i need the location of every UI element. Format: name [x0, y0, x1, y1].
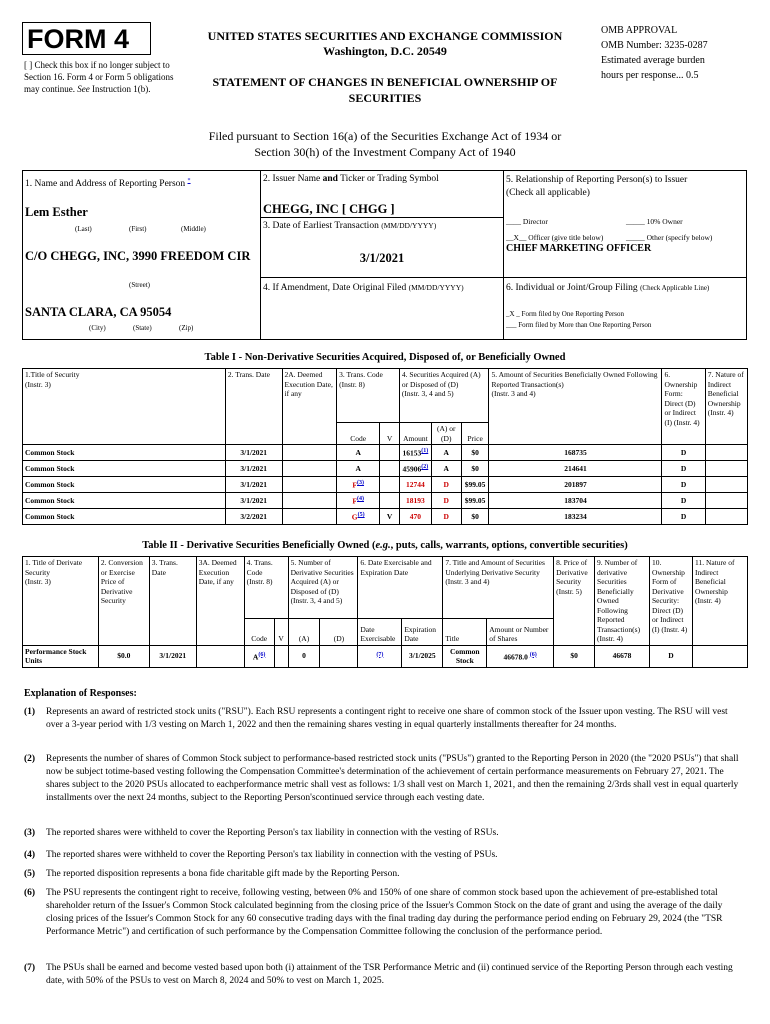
amount-value: 12744: [405, 479, 425, 489]
t2-header-9: 9. Number of derivative Securities Beneficially Owned Following Reported Transaction(s) (Instr. 4): [595, 557, 650, 646]
form-title: FORM 4: [27, 24, 130, 54]
t2-cell-nature: [692, 645, 747, 667]
t1-cell-code: [337, 493, 380, 509]
explanation-item: [24, 962, 744, 988]
t1-header-title: 1.Title of Security (Instr. 3): [23, 369, 226, 445]
table1: [22, 368, 748, 525]
footnote-number: (1): [24, 707, 36, 717]
t2-sub-title: Title: [443, 619, 487, 646]
t1-cell-code: [337, 509, 380, 525]
t1-cell-nature: [705, 509, 747, 525]
box2-label: 2. Issuer Name and Ticker or Trading Symbol: [263, 174, 439, 184]
footnote-link[interactable]: *: [187, 178, 191, 184]
t1-cell-aord: A: [431, 461, 461, 477]
t1-cell-v: [380, 461, 400, 477]
t1-cell-title: Common Stock: [23, 493, 226, 509]
t1-cell-deemed: [282, 477, 337, 493]
amount-value: 45906: [402, 464, 422, 474]
t1-cell-ownership: D: [662, 493, 705, 509]
t1-cell-date: 3/1/2021: [225, 477, 282, 493]
explanation-item: [24, 827, 744, 840]
footnote-number: (4): [24, 850, 36, 860]
t1-row: [23, 477, 748, 493]
t1-cell-price: $99.05: [461, 477, 489, 493]
footnote-text: The reported shares were withheld to cover the Reporting Person's tax liability in connection with the vesting of PSUs.: [46, 850, 498, 860]
t1-header-nature: 7. Nature of Indirect Beneficial Ownership (Instr. 4): [705, 369, 747, 445]
t2-cell-v: [274, 645, 288, 667]
state-label: (State): [133, 324, 152, 332]
t1-cell-date: 3/1/2021: [225, 493, 282, 509]
explanation-item: [24, 706, 744, 732]
footnote-number: (2): [24, 754, 36, 764]
table2-title: Table II - Derivative Securities Beneficially Owned (e.g., puts, calls, warrants, options, convertible securities): [142, 540, 628, 551]
footnote-number: (7): [24, 963, 36, 973]
street-address: C/O CHEGG, INC, 3990 FREEDOM CIR: [25, 249, 251, 263]
t1-cell-v: [380, 445, 400, 461]
zip-label: (Zip): [179, 324, 194, 332]
t1-cell-owned: 183234: [489, 509, 662, 525]
t2-cell-date: 3/1/2021: [149, 645, 196, 667]
footnote-text: The PSUs shall be earned and become vested based upon both (i) attainment of the TSR Performance Metric and (ii) continued service of the Reporting Person through each vesting date, with 50% of the PSUs to vest on March 8, 2024 and 50% to vest on March 1, 2025.: [46, 963, 733, 986]
t2-cell-price: $0: [554, 645, 595, 667]
t1-cell-price: $0: [461, 445, 489, 461]
one-person-option[interactable]: _X _ Form filed by One Reporting Person: [506, 310, 625, 318]
t2-header-4: 4. Trans. Code (Instr. 8): [244, 557, 288, 619]
t1-row: [23, 461, 748, 477]
footnote-text: Represents the number of shares of Common Stock subject to performance-based restricted stock units ("PSUs") granted to the Reporting Person in 2020 (the "2020 PSUs") that shall now be subject totime-based vesting following the Compensation Committee's determination of the achievement of certain performance measurements on February 27, 2021. The shares subject to the 2020 PSUs allocated to eachperformance metric shall vest as follows: 1/3 shall vest on March 1, 2021, and then the remaining 2/3rds shall vest in equal quarterly installments over the next 24 months, subject to the Reporting Person'scontinued service through each vesting date.: [46, 754, 739, 803]
earliest-transaction-date: 3/1/2021: [359, 251, 405, 265]
t2-cell-ownership: D: [650, 645, 693, 667]
amount-value: 16153: [402, 448, 422, 458]
filing-type-box: [503, 277, 747, 340]
explanation-item: [24, 868, 744, 881]
t2-header-10: 10. Ownership Form of Derivative Security: Direct (D) or Indirect (I) (Instr. 4): [650, 557, 693, 646]
t1-cell-amount: [399, 461, 431, 477]
officer-option[interactable]: __X__ Officer (give title below): [506, 233, 604, 242]
t1-cell-owned: 201897: [489, 477, 662, 493]
t1-cell-price: $0: [461, 461, 489, 477]
t1-cell-nature: [705, 477, 747, 493]
street-label: (Street): [129, 281, 150, 289]
t1-cell-v: [380, 493, 400, 509]
t2-cell-owned: 46678: [595, 645, 650, 667]
t1-cell-price: $0: [461, 509, 489, 525]
earliest-transaction-box: [260, 217, 504, 278]
t2-sub-v: V: [274, 619, 288, 646]
t1-sub-amount: Amount: [399, 423, 431, 445]
t2-header-11: 11. Nature of Indirect Beneficial Ownership (Instr. 4): [692, 557, 747, 646]
t1-sub-aord: (A) or (D): [431, 423, 461, 445]
t1-cell-amount: [399, 509, 431, 525]
t2-header-5: 5. Number of Derivative Securities Acquired (A) or Disposed of (D) (Instr. 3, 4 and 5): [288, 557, 358, 619]
t1-cell-nature: [705, 445, 747, 461]
amendment-box: [260, 277, 504, 340]
t2-sub-expiration: Expiration Date: [402, 619, 443, 646]
footnote-link[interactable]: (1): [421, 448, 429, 454]
checkbox-note[interactable]: [ ] Check this box if no longer subject to Section 16. Form 4 or Form 5 obligations may continue. See Instruction 1(b).: [24, 60, 174, 94]
explanation-item: [24, 887, 744, 939]
footnote-link[interactable]: (2): [421, 464, 429, 470]
t2-row: [23, 645, 748, 667]
t1-cell-ownership: D: [662, 477, 705, 493]
t2-header-3a: 3A. Deemed Execution Date, if any: [196, 557, 244, 646]
amount-value: 470: [409, 511, 421, 521]
t2-header-6: 6. Date Exercisable and Expiration Date: [358, 557, 443, 619]
t1-header-ownership: 6. Ownership Form: Direct (D) or Indirect (I) (Instr. 4): [662, 369, 705, 445]
t2-sub-a: (A): [288, 619, 320, 646]
t2-cell-code: $A^{(6)}$: [244, 645, 274, 667]
issuer-name: CHEGG, INC [ CHGG ]: [263, 202, 395, 216]
filed-pursuant: Filed pursuant to Section 16(a) of the Securities Exchange Act of 1934 or Section 30(h) of the Investment Company Act of 1940: [208, 129, 562, 159]
t1-sub-code: Code: [337, 423, 380, 445]
footnote-link[interactable]: (6): [258, 651, 266, 658]
officer-title: CHIEF MARKETING OFFICER: [506, 243, 652, 254]
t1-body: [23, 445, 748, 525]
t2-cell-deemed: [196, 645, 244, 667]
t1-cell-title: Common Stock: [23, 461, 226, 477]
middle-label: (Middle): [181, 225, 206, 233]
t1-header-acquired: 4. Securities Acquired (A) or Disposed of (D) (Instr. 3, 4 and 5): [399, 369, 489, 423]
t1-header-deemed: 2A. Deemed Execution Date, if any: [282, 369, 337, 445]
code-value: F: [352, 480, 358, 490]
t1-cell-aord: D: [431, 509, 461, 525]
footnote-link[interactable]: (4): [357, 496, 365, 502]
box3-label: 3. Date of Earliest Transaction (MM/DD/YYYY): [263, 221, 437, 231]
footnote-number: (3): [24, 828, 36, 838]
footnote-text: The reported shares were withheld to cover the Reporting Person's tax liability in connection with the vesting of RSUs.: [46, 828, 499, 838]
omb-approval: OMB APPROVAL OMB Number: 3235-0287 Estimated average burden hours per response... 0.5: [601, 25, 708, 81]
t1-cell-date: 3/1/2021: [225, 461, 282, 477]
agency-heading: UNITED STATES SECURITIES AND EXCHANGE COMMISSION Washington, D.C. 20549: [207, 29, 563, 58]
footnote-text: The reported disposition represents a bona fide charitable gift made by the Reporting Person.: [46, 869, 400, 879]
t1-sub-price: Price: [461, 423, 489, 445]
t1-cell-date: 3/1/2021: [225, 445, 282, 461]
reporting-person-name: Lem Esther: [25, 205, 88, 219]
issuer-box: [260, 170, 504, 218]
t1-cell-price: $99.05: [461, 493, 489, 509]
t2-cell-title: Performance Stock Units: [23, 645, 99, 667]
city-label: (City): [89, 324, 106, 332]
t2-header-1: 1. Title of Derivate Security (Instr. 3): [23, 557, 99, 646]
t2-cell-utitle: Common Stock: [443, 645, 487, 667]
footnote-link[interactable]: (7): [376, 651, 384, 658]
t2-sub-exercisable: Date Exercisable: [358, 619, 402, 646]
t2-sub-code: Code: [244, 619, 274, 646]
t1-cell-v: [380, 477, 400, 493]
t1-cell-amount: [399, 445, 431, 461]
t1-cell-owned: 168735: [489, 445, 662, 461]
t2-header-7: 7. Title and Amount of Securities Underlying Derivative Security (Instr. 3 and 4): [443, 557, 554, 619]
amount-value: 18193: [405, 495, 425, 505]
explanation-item: [24, 753, 744, 805]
t1-cell-ownership: D: [662, 461, 705, 477]
footnote-number: (5): [24, 869, 36, 879]
reporting-person-box: [22, 170, 261, 340]
explanation-title: Explanation of Responses:: [24, 688, 137, 699]
t2-cell-conv: $0.0: [98, 645, 149, 667]
code-value: F: [352, 496, 358, 506]
code-value: A: [355, 447, 361, 457]
t1-cell-deemed: [282, 493, 337, 509]
code-value: G: [351, 512, 358, 522]
footnote-link[interactable]: (6): [529, 651, 537, 658]
t1-cell-aord: D: [431, 477, 461, 493]
t1-cell-v: V: [380, 509, 400, 525]
t2-sub-amount: Amount or Number of Shares: [487, 619, 554, 646]
other-option[interactable]: _____ Other (specify below): [626, 233, 713, 242]
table1-title: Table I - Non-Derivative Securities Acquired, Disposed of, or Beneficially Owned: [204, 352, 566, 363]
t1-cell-nature: [705, 493, 747, 509]
box4-label: 4. If Amendment, Date Original Filed (MM/DD/YYYY): [263, 283, 464, 293]
box1-label: 1. Name and Address of Reporting Person *: [25, 178, 191, 190]
multi-person-option[interactable]: ___ Form filed by More than One Reporting Person: [506, 321, 652, 329]
t2-header-2: 2. Conversion or Exercise Price of Derivative Security: [98, 557, 149, 646]
t1-cell-ownership: D: [662, 445, 705, 461]
explanation-item: [24, 849, 744, 862]
t1-cell-owned: 183704: [489, 493, 662, 509]
t1-header-date: 2. Trans. Date: [225, 369, 282, 445]
t1-cell-deemed: [282, 509, 337, 525]
t2-cell-uamount: 46678.0 $^{(6)}$: [487, 645, 554, 667]
t1-cell-amount: [399, 477, 431, 493]
t1-cell-aord: A: [431, 445, 461, 461]
director-option[interactable]: ____ Director: [506, 217, 548, 226]
city-state-zip: SANTA CLARA, CA 95054: [25, 305, 172, 319]
t1-cell-title: Common Stock: [23, 509, 226, 525]
t1-header-code: 3. Trans. Code (Instr. 8): [337, 369, 400, 423]
t1-row: [23, 493, 748, 509]
table2: [22, 556, 748, 668]
code-value: A: [355, 463, 361, 473]
t1-sub-v: V: [380, 423, 400, 445]
relationship-box: [503, 170, 747, 278]
t1-row: [23, 509, 748, 525]
t1-cell-aord: D: [431, 493, 461, 509]
t2-header-8: 8. Price of Derivative Security (Instr. 5): [554, 557, 595, 646]
t1-cell-title: Common Stock: [23, 445, 226, 461]
t1-row: [23, 445, 748, 461]
form-title-box: [22, 22, 151, 55]
footnote-text: The PSU represents the contingent right to receive, following vesting, between 0% and 150% of one share of common stock based upon the achievement of pre-established total shareholder return of the Issuer's Common Stock calculated beginning from the closing price of the Issuer's Common Stock on the date of grant and using the average of the daily closing prices of the Issuer's Common Stock for any 60 consecutive trading days with the final trading day during the performance period ending on February 29, 2024 (the "TSR Performance Metric") and certification of such performance by the Compensation Committee following the conclusion of the performance period.: [46, 888, 723, 937]
footnote-link[interactable]: (3): [357, 480, 365, 486]
statement-title: STATEMENT OF CHANGES IN BENEFICIAL OWNERSHIP OF SECURITIES: [212, 75, 558, 105]
ten-pct-owner-option[interactable]: _____ 10% Owner: [626, 217, 683, 226]
footnote-number: (6): [24, 888, 36, 898]
t1-cell-date: 3/2/2021: [225, 509, 282, 525]
t1-cell-title: Common Stock: [23, 477, 226, 493]
t1-cell-deemed: [282, 461, 337, 477]
footnote-text: Represents an award of restricted stock units ("RSU"). Each RSU represents a contingent right to receive one share of common stock of the Issuer upon vesting. The RSU will vest over a 3-year period with 1/3 vesting on March 1, 2022 and then the remaining shares vesting in equal quarterly installments thereafter for 24 months.: [46, 707, 728, 730]
box6-label: 6. Individual or Joint/Group Filing (Check Applicable Line): [506, 283, 710, 293]
footnote-link[interactable]: (5): [357, 512, 365, 518]
first-label: (First): [129, 225, 147, 233]
t1-header-amount-owned: 5. Amount of Securities Beneficially Owned Following Reported Transaction(s) (Instr. 3 and 4): [489, 369, 662, 445]
t2-cell-d: [320, 645, 358, 667]
t1-cell-deemed: [282, 445, 337, 461]
t2-cell-exercisable: [358, 645, 402, 667]
t1-cell-code: [337, 477, 380, 493]
t1-cell-ownership: D: [662, 509, 705, 525]
t2-sub-d: (D): [320, 619, 358, 646]
t2-cell-a: 0: [288, 645, 320, 667]
box5-label: 5. Relationship of Reporting Person(s) to Issuer (Check all applicable): [506, 175, 688, 198]
t1-cell-owned: 214641: [489, 461, 662, 477]
t1-cell-code: [337, 461, 380, 477]
t1-cell-amount: [399, 493, 431, 509]
t2-header-3: 3. Trans. Date: [149, 557, 196, 646]
t2-cell-expiration: 3/1/2025: [402, 645, 443, 667]
t1-cell-code: [337, 445, 380, 461]
last-label: (Last): [75, 225, 92, 233]
t1-cell-nature: [705, 461, 747, 477]
